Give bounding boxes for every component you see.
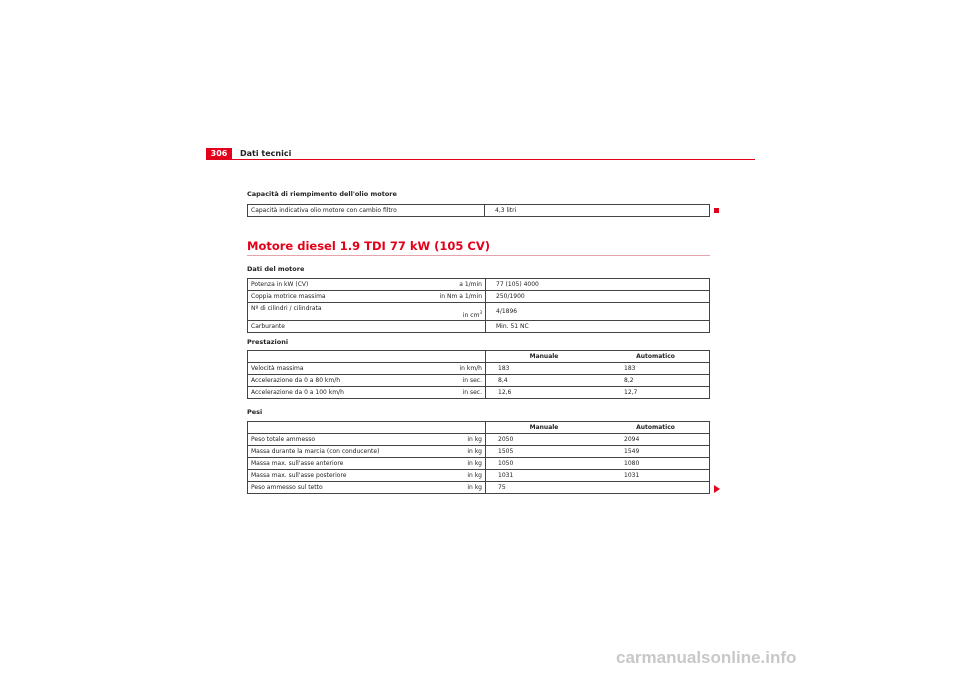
oil-heading: Capacità di riempimento dell'olio motore bbox=[247, 190, 397, 198]
section-title: Dati tecnici bbox=[240, 149, 292, 158]
row-auto: 2094 bbox=[602, 434, 710, 446]
row-label: Coppia motrice massima bbox=[248, 291, 405, 303]
row-value: 77 (105) 4000 bbox=[486, 279, 710, 291]
col-manual: Manuale bbox=[486, 351, 603, 363]
row-unit: in sec. bbox=[404, 375, 486, 387]
weights-table bbox=[247, 421, 710, 494]
row-label: Velocità massima bbox=[248, 363, 405, 375]
row-manual: 12,6 bbox=[486, 387, 603, 399]
row-label: Peso totale ammesso bbox=[248, 434, 405, 446]
row-value: Min. 51 NC bbox=[486, 321, 710, 333]
page-header bbox=[206, 148, 755, 160]
table-row bbox=[248, 470, 710, 482]
row-unit: in Nm a 1/min bbox=[404, 291, 486, 303]
section-end-icon bbox=[714, 208, 719, 213]
engine-table bbox=[247, 278, 710, 333]
row-label: Peso ammesso sul tetto bbox=[248, 482, 405, 494]
oil-label: Capacità indicativa olio motore con cambio filtro bbox=[248, 205, 485, 217]
col-manual: Manuale bbox=[486, 422, 603, 434]
row-manual: 1505 bbox=[486, 446, 603, 458]
row-unit: in kg bbox=[404, 446, 486, 458]
table-row bbox=[248, 446, 710, 458]
row-label: Potenza in kW (CV) bbox=[248, 279, 405, 291]
col-auto: Automatico bbox=[602, 351, 710, 363]
row-manual: 8,4 bbox=[486, 375, 603, 387]
oil-table bbox=[247, 204, 710, 217]
row-unit: in $cm^3$ bbox=[404, 303, 486, 321]
table-row bbox=[248, 387, 710, 399]
table-row bbox=[248, 434, 710, 446]
row-manual: 1031 bbox=[486, 470, 603, 482]
row-unit: in kg bbox=[404, 470, 486, 482]
performance-table bbox=[247, 350, 710, 399]
table-row bbox=[248, 482, 710, 494]
header-rule bbox=[232, 159, 755, 160]
row-unit: in kg bbox=[404, 434, 486, 446]
col-auto: Automatico bbox=[602, 422, 710, 434]
watermark: carmanualsonline.info bbox=[616, 648, 797, 667]
table-row bbox=[248, 375, 710, 387]
row-label: Accelerazione da 0 a 80 km/h bbox=[248, 375, 405, 387]
row-unit bbox=[404, 321, 486, 333]
table-row bbox=[248, 303, 710, 321]
page-number: 306 bbox=[206, 148, 232, 160]
engine-heading: Dati del motore bbox=[247, 265, 305, 273]
row-label: Carburante bbox=[248, 321, 405, 333]
row-value: 4/1896 bbox=[486, 303, 710, 321]
row-label: Massa durante la marcia (con conducente) bbox=[248, 446, 405, 458]
table-header-row bbox=[248, 351, 710, 363]
row-value: 250/1900 bbox=[486, 291, 710, 303]
weights-heading: Pesi bbox=[247, 408, 263, 416]
row-label: Accelerazione da 0 a 100 km/h bbox=[248, 387, 405, 399]
table-row bbox=[248, 291, 710, 303]
row-auto: 1080 bbox=[602, 458, 710, 470]
row-manual: 1050 bbox=[486, 458, 603, 470]
row-unit: in kg bbox=[404, 482, 486, 494]
oil-value: 4,3 litri bbox=[485, 205, 710, 217]
row-label: Nº di cilindri / cilindrata bbox=[248, 303, 405, 321]
engine-title: Motore diesel 1.9 TDI 77 kW (105 CV) bbox=[247, 240, 710, 256]
row-auto: 8,2 bbox=[602, 375, 710, 387]
table-row bbox=[248, 458, 710, 470]
row-label: Massa max. sull'asse posteriore bbox=[248, 470, 405, 482]
row-manual: 183 bbox=[486, 363, 603, 375]
row-auto: 1549 bbox=[602, 446, 710, 458]
row-unit: in km/h bbox=[404, 363, 486, 375]
row-manual: 2050 bbox=[486, 434, 603, 446]
table-row bbox=[248, 205, 710, 217]
row-auto bbox=[602, 482, 710, 494]
continue-arrow-icon bbox=[714, 485, 720, 493]
table-row bbox=[248, 363, 710, 375]
row-auto: 12,7 bbox=[602, 387, 710, 399]
performance-heading: Prestazioni bbox=[247, 338, 289, 346]
row-unit: a 1/min bbox=[404, 279, 486, 291]
table-row bbox=[248, 279, 710, 291]
row-auto: 183 bbox=[602, 363, 710, 375]
row-label: Massa max. sull'asse anteriore bbox=[248, 458, 405, 470]
row-manual: 75 bbox=[486, 482, 603, 494]
table-header-row bbox=[248, 422, 710, 434]
row-auto: 1031 bbox=[602, 470, 710, 482]
table-row bbox=[248, 321, 710, 333]
row-unit: in kg bbox=[404, 458, 486, 470]
row-unit: in sec. bbox=[404, 387, 486, 399]
